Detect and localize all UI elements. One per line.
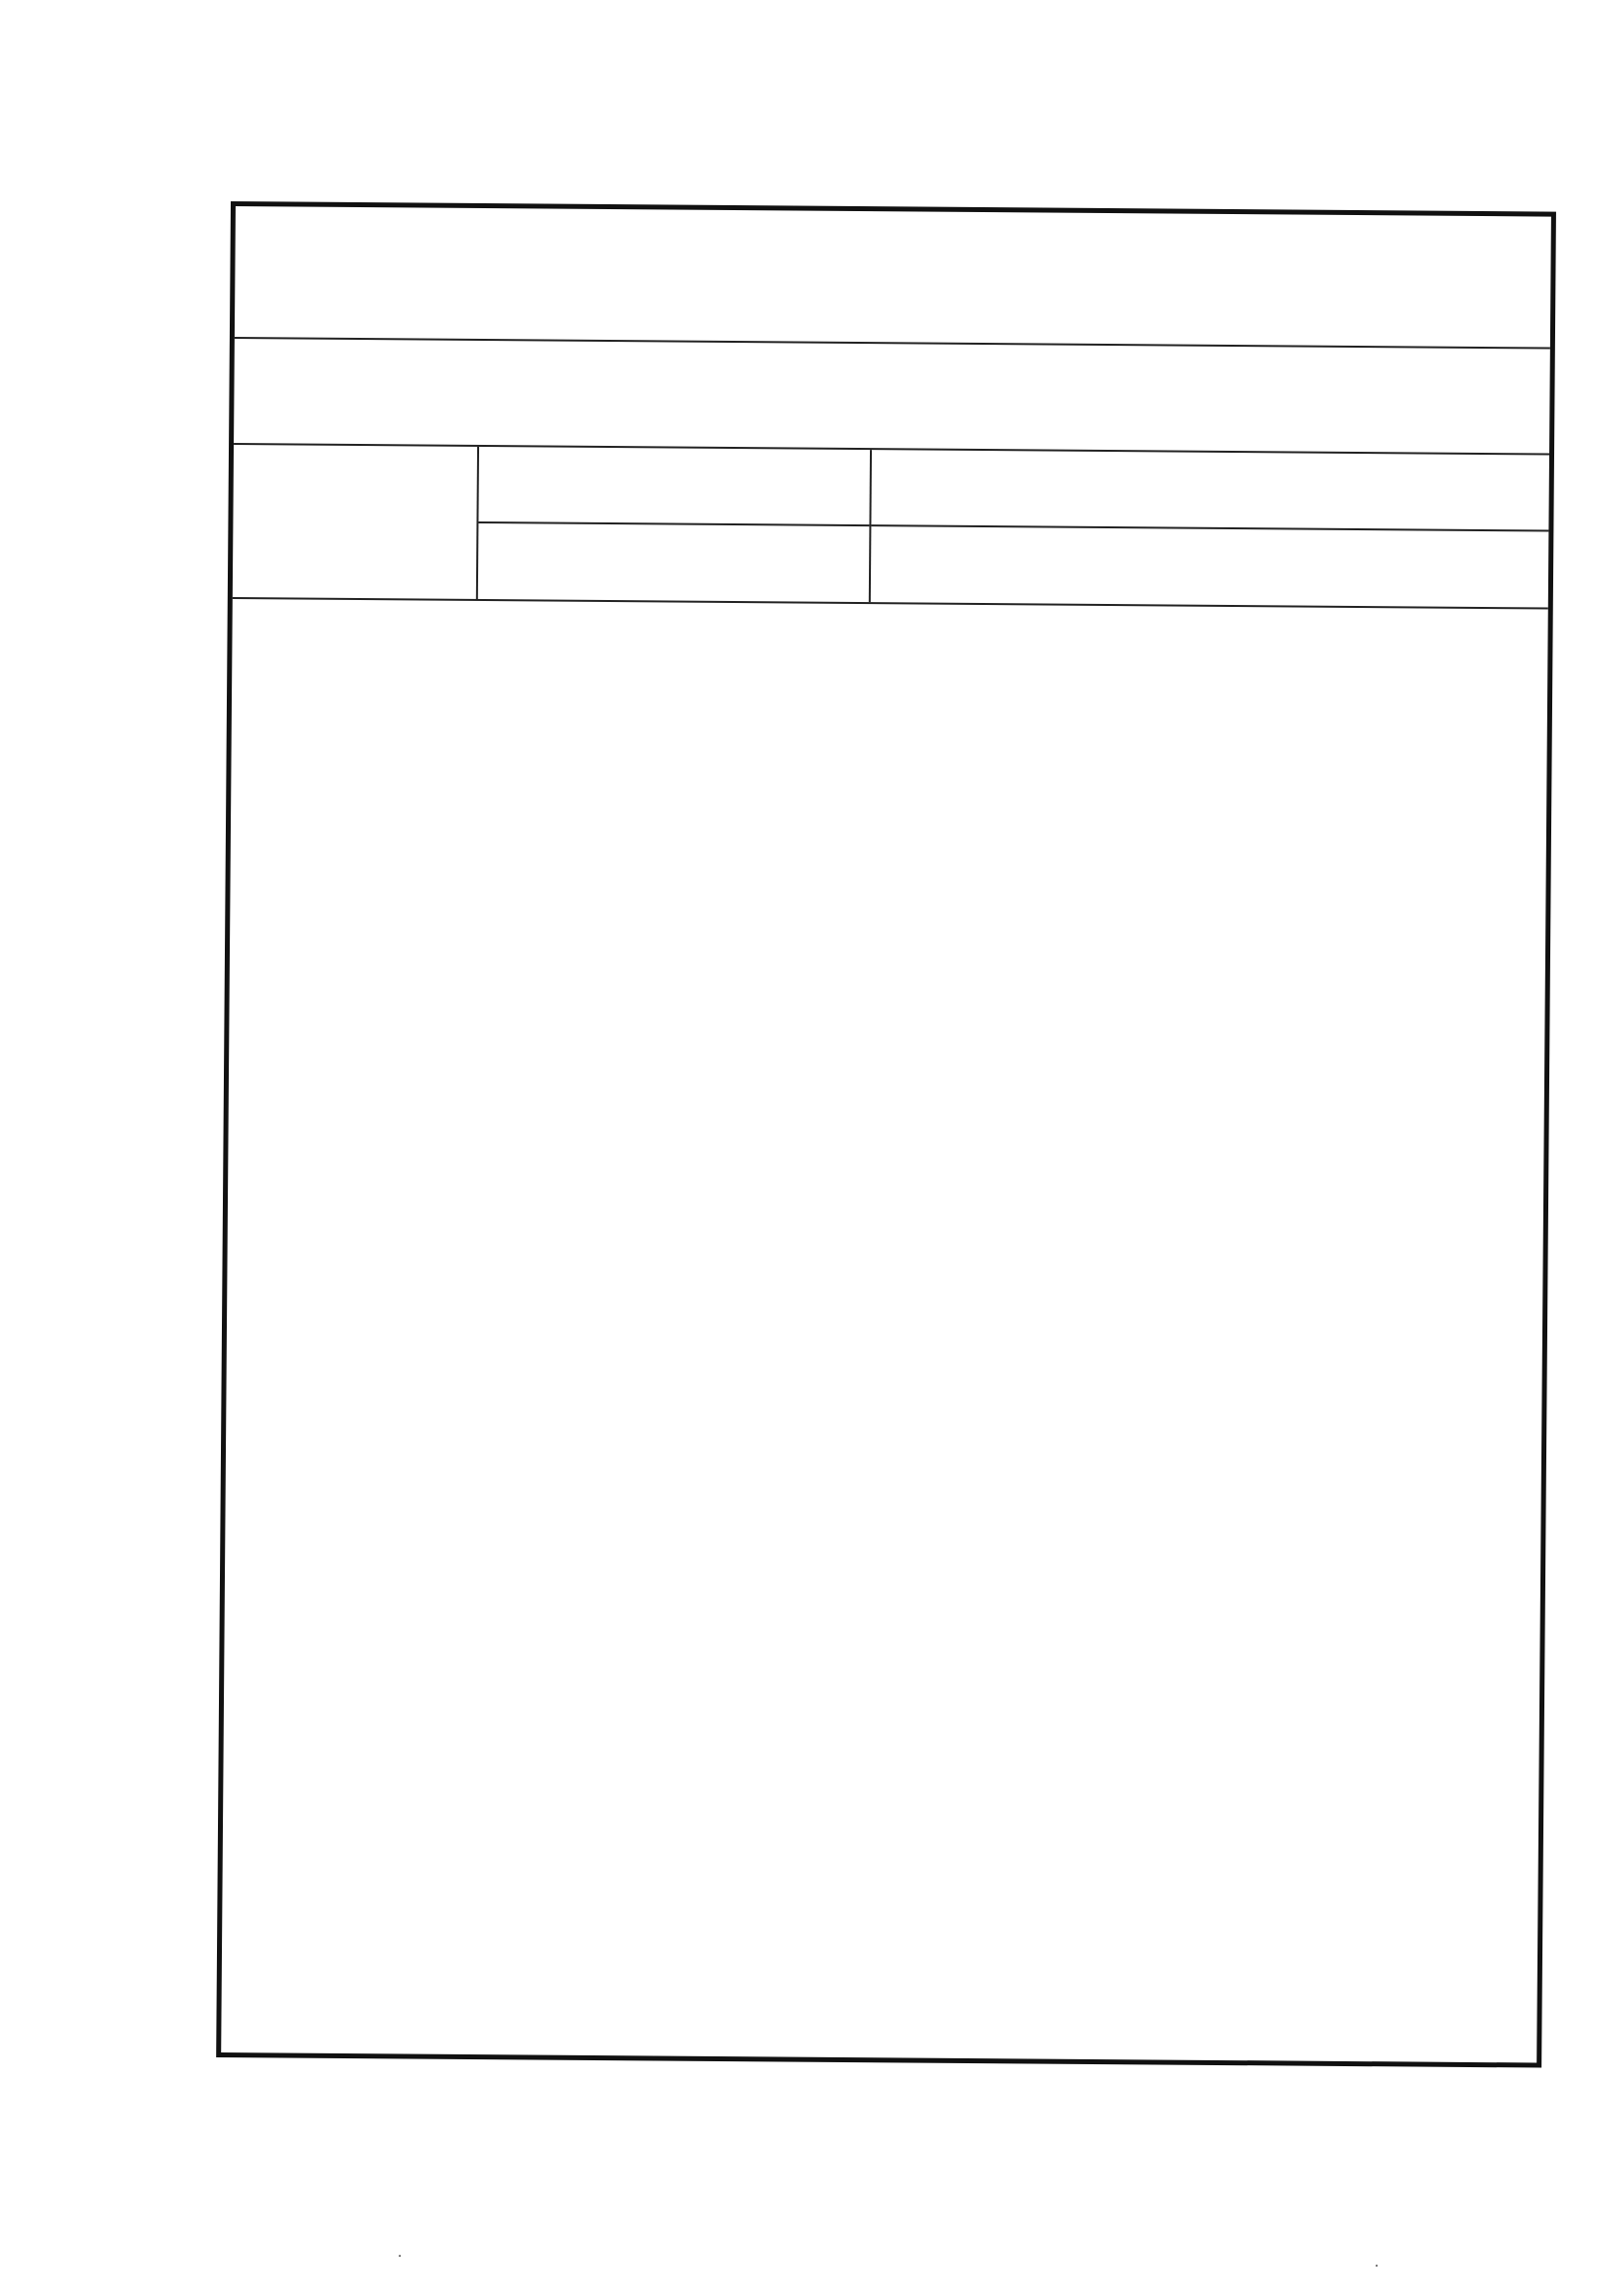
header-content-column bbox=[871, 450, 1549, 607]
header-approval-number bbox=[478, 447, 870, 526]
section-heading bbox=[234, 339, 1550, 454]
scan-speck: · bbox=[1375, 2259, 1379, 2274]
header-change-content bbox=[871, 526, 1549, 608]
header-incoming-number bbox=[478, 522, 870, 602]
header-document-column bbox=[478, 447, 872, 602]
form-title bbox=[235, 206, 1551, 348]
header-change-item bbox=[233, 445, 479, 599]
column-header-row bbox=[233, 445, 1549, 610]
section-heading-row bbox=[234, 339, 1550, 456]
scan-speck: · bbox=[398, 2249, 403, 2265]
form-title-row bbox=[235, 206, 1551, 350]
usage-license-form bbox=[216, 201, 1556, 2068]
header-completion-number bbox=[871, 450, 1549, 531]
